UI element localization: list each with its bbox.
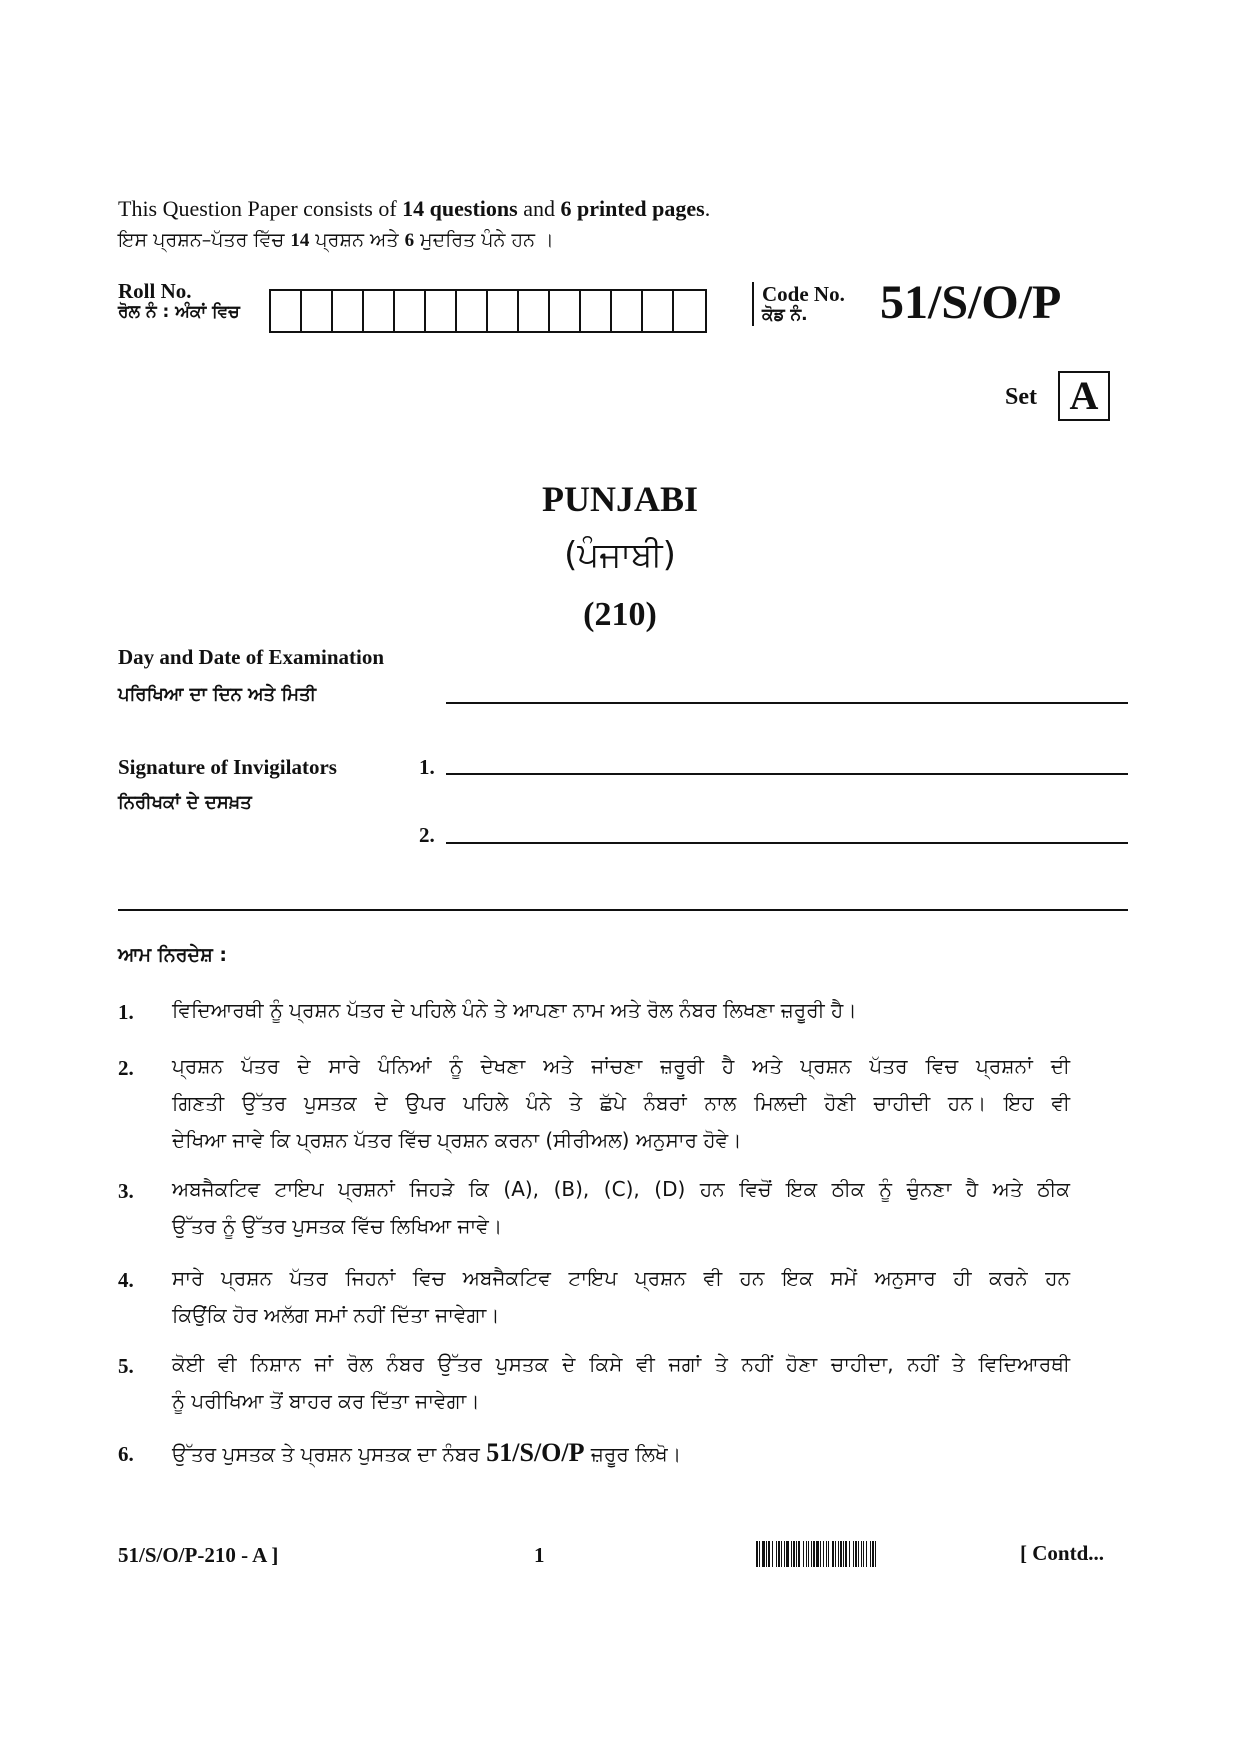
roll-digit-box[interactable] [674, 291, 705, 331]
page-number: 1 [534, 1543, 545, 1567]
roll-digit-box[interactable] [271, 291, 302, 331]
instruction-number: 4. [118, 1268, 134, 1292]
intro-english: This Question Paper consists of 14 questions and 6 printed pages. [118, 196, 711, 221]
signature-number-1: 1. [419, 755, 435, 779]
roll-digit-box[interactable] [550, 291, 581, 331]
roll-number-boxes[interactable] [269, 289, 707, 333]
roll-digit-box[interactable] [364, 291, 395, 331]
instruction-item: ਅਬਜੈਕਟਿਵ ਟਾਇਪ ਪ੍ਰਸ਼ਨਾਂ ਜਿਹੜੇ ਕਿ (A), (B), (C), (D) ਹਨ ਵਿਚੋਂ ਇਕ ਠੀਕ ਨੂੰ ਚੁੰਨਣਾ ਹੈ ਅਤੇ ਠੀਕ ਉੱਤਰ ਨੂੰ ਉੱਤਰ ਪੁਸਤਕ ਵਿੱਚ ਲਿਖਿਆ ਜਾਵੇ। [172, 1177, 1070, 1238]
roll-digit-box[interactable] [302, 291, 333, 331]
exam-date-label: Day and Date of Examination [118, 645, 385, 669]
roll-digit-box[interactable] [519, 291, 550, 331]
instruction-number: 6. [118, 1442, 134, 1466]
roll-digit-box[interactable] [488, 291, 519, 331]
instruction-item: ਵਿਦਿਆਰਥੀ ਨੂੰ ਪ੍ਰਸ਼ਨ ਪੱਤਰ ਦੇ ਪਹਿਲੇ ਪੰਨੇ ਤੇ ਆਪਣਾ ਨਾਮ ਅਤੇ ਰੋਲ ਨੰਬਰ ਲਿਖਣਾ ਜ਼ਰੂਰੀ ਹੈ। [172, 998, 857, 1022]
instruction-item: ਕੋਈ ਵੀ ਨਿਸ਼ਾਨ ਜਾਂ ਰੋਲ ਨੰਬਰ ਉੱਤਰ ਪੁਸਤਕ ਦੇ ਕਿਸੇ ਵੀ ਜਗਾਂ ਤੇ ਨਹੀਂ ਹੋਣਾ ਚਾਹੀਦਾ, ਨਹੀਂ ਤੇ ਵਿਦਿਆਰਥੀ ਨੂੰ ਪਰੀਖਿਆ ਤੋਂ ਬਾਹਰ ਕਰ ਦਿੱਤਾ ਜਾਵੇਗਾ। [172, 1352, 1070, 1413]
signature-number-2: 2. [419, 823, 435, 847]
exam-date-line[interactable] [446, 702, 1128, 704]
subject-title-punjabi: (ਪੰਜਾਬੀ) [564, 535, 676, 575]
roll-digit-box[interactable] [426, 291, 457, 331]
footer-paper-code: 51/S/O/P-210 - A ] [118, 1543, 279, 1567]
intro-punjabi: ਇਸ ਪ੍ਰਸ਼ਨ–ਪੱਤਰ ਵਿੱਚ 14 ਪ੍ਰਸ਼ਨ ਅਤੇ 6 ਮੁਦਰਿਤ ਪੰਨੇ ਹਨ । [118, 229, 554, 251]
instruction-number: 1. [118, 1000, 134, 1024]
instruction-number: 3. [118, 1179, 134, 1203]
instruction-item: ਸਾਰੇ ਪ੍ਰਸ਼ਨ ਪੱਤਰ ਜਿਹਨਾਂ ਵਿਚ ਅਬਜੈਕਟਿਵ ਟਾਇਪ ਪ੍ਰਸ਼ਨ ਵੀ ਹਨ ਇਕ ਸਮੇਂ ਅਨੁਸਾਰ ਹੀ ਕਰਨੇ ਹਨ ਕਿਉਂਕਿ ਹੋਰ ਅਲੱਗ ਸਮਾਂ ਨਹੀਂ ਦਿੱਤਾ ਜਾਵੇਗਾ। [172, 1266, 1070, 1327]
barcode [756, 1541, 1006, 1567]
instruction-item: ਉੱਤਰ ਪੁਸਤਕ ਤੇ ਪ੍ਰਸ਼ਨ ਪੁਸਤਕ ਦਾ ਨੰਬਰ 51/S/O/P ਜ਼ਰੂਰ ਲਿਖੋ। [172, 1438, 682, 1467]
instruction-number: 2. [118, 1056, 134, 1080]
continued-label: [ Contd... [1020, 1541, 1105, 1565]
roll-digit-box[interactable] [333, 291, 364, 331]
roll-digit-box[interactable] [395, 291, 426, 331]
code-number-value: 51/S/O/P [880, 276, 1062, 329]
code-number-label: Code No. ਕੋਡ ਨੰ. [752, 282, 845, 326]
roll-digit-box[interactable] [643, 291, 674, 331]
section-divider [118, 909, 1128, 911]
set-label: Set [1005, 384, 1037, 410]
barcode-bar [876, 1541, 878, 1567]
set-value-box: A [1058, 371, 1110, 421]
instruction-number: 5. [118, 1354, 134, 1378]
roll-digit-box[interactable] [581, 291, 612, 331]
subject-code: (210) [583, 596, 657, 633]
subject-title: PUNJABI [541, 479, 698, 519]
signature-line-2[interactable] [446, 842, 1128, 844]
roll-digit-box[interactable] [457, 291, 488, 331]
roll-digit-box[interactable] [612, 291, 643, 331]
invigilator-signature-label-punjabi: ਨਿਰੀਖਕਾਂ ਦੇ ਦਸਖ਼ਤ [118, 792, 252, 813]
invigilator-signature-label: Signature of Invigilators [118, 755, 337, 779]
roll-number-label: Roll No. ਰੋਲ ਨੰ : ਅੰਕਾਂ ਵਿਚ [118, 279, 240, 323]
instruction-item: ਪ੍ਰਸ਼ਨ ਪੱਤਰ ਦੇ ਸਾਰੇ ਪੰਨਿਆਂ ਨੂੰ ਦੇਖਣਾ ਅਤੇ ਜਾਂਚਣਾ ਜ਼ਰੂਰੀ ਹੈ ਅਤੇ ਪ੍ਰਸ਼ਨ ਪੱਤਰ ਵਿਚ ਪ੍ਰਸ਼ਨਾਂ ਦੀ ਗਿਣਤੀ ਉੱਤਰ ਪੁਸਤਕ ਦੇ ਉਪਰ ਪਹਿਲੇ ਪੰਨੇ ਤੇ ਛੱਪੇ ਨੰਬਰਾਂ ਨਾਲ ਮਿਲਦੀ ਹੋਣੀ ਚਾਹੀਦੀ ਹਨ। ਇਹ ਵੀ ਦੇਖਿਆ ਜਾਵੇ ਕਿ ਪ੍ਰਸ਼ਨ ਪੱਤਰ ਵਿੱਚ ਪ੍ਰਸ਼ਨ ਕਰਨਾ (ਸੀਰੀਅਲ) ਅਨੁਸਾਰ ਹੋਵੇ। [172, 1054, 1070, 1152]
exam-date-label-punjabi: ਪਰਿਖਿਆ ਦਾ ਦਿਨ ਅਤੇ ਮਿਤੀ [118, 684, 317, 705]
signature-line-1[interactable] [446, 773, 1128, 775]
instructions-heading: ਆਮ ਨਿਰਦੇਸ਼ : [118, 944, 228, 966]
